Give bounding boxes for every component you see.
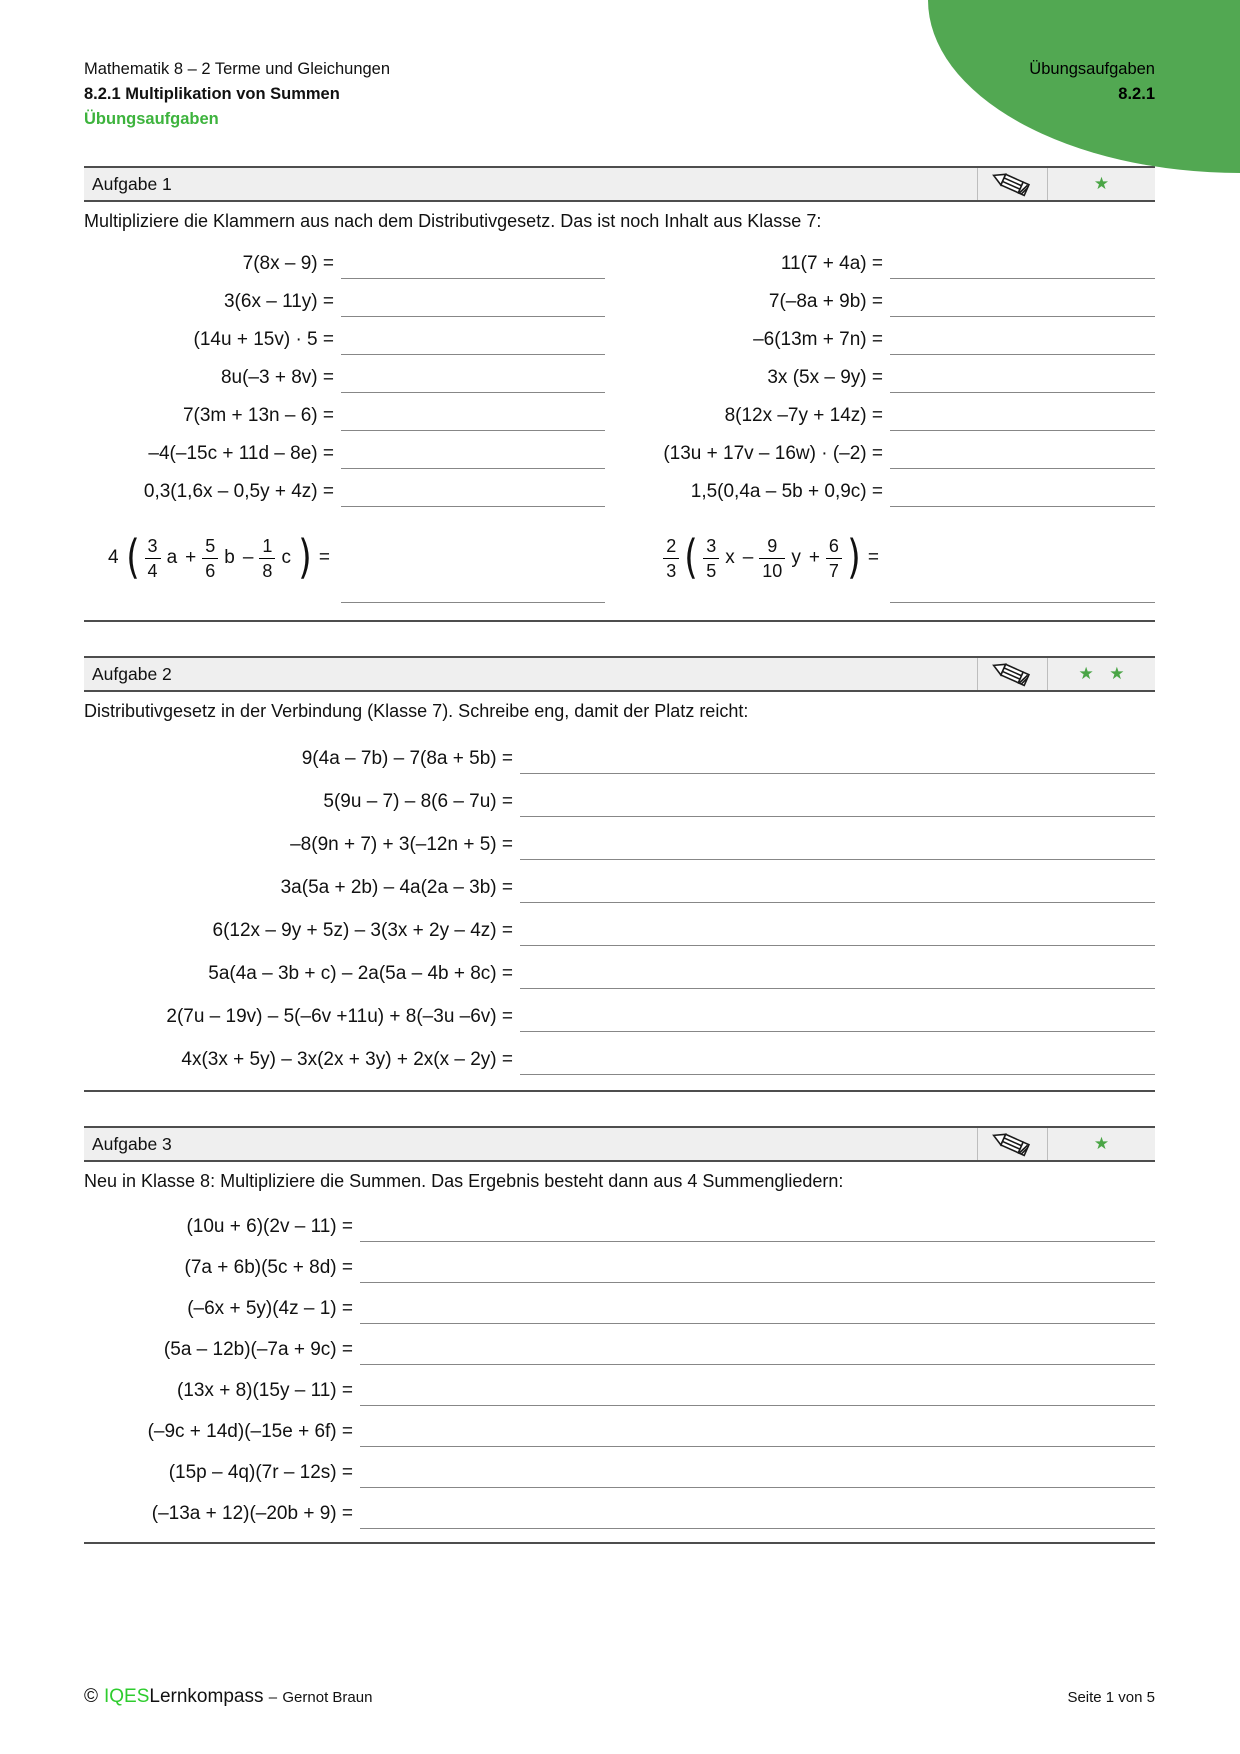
term: y — [791, 547, 801, 568]
fraction-denominator: 8 — [259, 558, 275, 580]
task-title: Aufgabe 2 — [92, 663, 172, 684]
equation-label: 0,3(1,6x – 0,5y + 4z) = — [143, 481, 334, 502]
fraction-numerator: 1 — [262, 535, 273, 556]
answer-cell — [513, 992, 1155, 1035]
equation-label: 7(3m + 13n – 6) = — [182, 405, 334, 426]
pencil-cell — [977, 168, 1047, 200]
term: + — [185, 547, 197, 568]
page-number: Seite 1 von 5 — [1067, 1689, 1155, 1706]
fraction — [663, 537, 679, 580]
equation-cell — [84, 510, 334, 606]
answer-cell — [883, 358, 1155, 396]
fraction-denominator: 7 — [826, 558, 842, 580]
equation-cell — [84, 320, 334, 358]
answer-line[interactable] — [520, 816, 1155, 817]
pencil-cell — [977, 1128, 1047, 1160]
footer-brand — [84, 1686, 372, 1708]
answer-cell — [353, 1204, 1155, 1245]
equation-label: (–6x + 5y)(4z – 1) = — [187, 1298, 353, 1319]
parenthesis: ( — [125, 530, 140, 585]
equation-label: 3(6x – 11y) = — [223, 291, 334, 312]
equation-cell — [84, 1368, 353, 1409]
equation-cell — [84, 734, 513, 777]
fraction — [703, 537, 719, 580]
equation-cell — [84, 282, 334, 320]
section-divider — [84, 1090, 1155, 1092]
answer-cell — [353, 1286, 1155, 1327]
equation-grid — [84, 734, 1155, 1078]
task-header-bar — [84, 1126, 1155, 1162]
answer-line[interactable] — [890, 506, 1155, 507]
footer-separator: – — [268, 1689, 278, 1706]
fraction — [826, 537, 842, 580]
term: + — [808, 547, 820, 568]
term: c — [281, 547, 291, 568]
header-line-type: Übungsaufgaben — [84, 110, 219, 128]
fraction — [202, 537, 218, 580]
task-title: Aufgabe 1 — [92, 173, 172, 194]
pencil-icon — [989, 657, 1037, 691]
term: x — [725, 547, 735, 568]
task-section-2 — [84, 656, 1155, 1092]
fraction-denominator: 10 — [759, 558, 785, 580]
term: – — [742, 547, 754, 568]
equation-label: 8u(–3 + 8v) = — [220, 367, 334, 388]
equation-label: (–9c + 14d)(–15e + 6f) = — [147, 1421, 353, 1442]
fraction-numerator: 3 — [147, 535, 158, 556]
footer-author: Gernot Braun — [282, 1689, 373, 1706]
answer-cell — [513, 777, 1155, 820]
equation-label: (5a – 12b)(–7a + 9c) = — [163, 1339, 353, 1360]
answer-line[interactable] — [890, 316, 1155, 317]
equation-cell — [605, 396, 883, 434]
star-rating: ★ ★ — [1078, 664, 1130, 684]
answer-line[interactable] — [341, 354, 605, 355]
equation-cell — [84, 1245, 353, 1286]
answer-cell — [353, 1491, 1155, 1532]
answer-line[interactable] — [341, 430, 605, 431]
equation-label: 2(7u – 19v) – 5(–6v +11u) + 8(–3u –6v) = — [166, 1006, 513, 1027]
pencil-cell — [977, 658, 1047, 690]
equation-label: (7a + 6b)(5c + 8d) = — [184, 1257, 353, 1278]
term: – — [242, 547, 254, 568]
answer-cell — [883, 244, 1155, 282]
answer-line[interactable] — [341, 316, 605, 317]
answer-cell — [883, 510, 1155, 606]
equation-cell — [84, 906, 513, 949]
equation-label: (14u + 15v) · 5 = — [193, 329, 334, 350]
answer-cell — [513, 906, 1155, 949]
equation-label — [661, 530, 883, 585]
answer-line[interactable] — [360, 1282, 1155, 1283]
parenthesis: ) — [847, 530, 861, 585]
badge-line-2: 8.2.1 — [1118, 85, 1155, 103]
equation-label — [104, 530, 334, 585]
equation-cell — [605, 358, 883, 396]
section-divider — [84, 1542, 1155, 1544]
equation-cell — [84, 949, 513, 992]
content — [84, 166, 1155, 1544]
brand-iqes: IQES — [104, 1686, 150, 1707]
answer-cell — [883, 282, 1155, 320]
equation-cell — [605, 244, 883, 282]
fraction — [759, 537, 785, 580]
equation-label: (13x + 8)(15y – 11) = — [176, 1380, 353, 1401]
answer-cell — [513, 1035, 1155, 1078]
answer-cell — [334, 320, 605, 358]
equation-cell — [84, 1409, 353, 1450]
answer-cell — [883, 396, 1155, 434]
answer-line[interactable] — [520, 1074, 1155, 1075]
answer-line[interactable] — [360, 1487, 1155, 1488]
answer-cell — [353, 1409, 1155, 1450]
equation-cell — [84, 396, 334, 434]
answer-cell — [353, 1450, 1155, 1491]
equation-label: 8(12x –7y + 14z) = — [724, 405, 883, 426]
term: 4 — [108, 547, 119, 568]
answer-line[interactable] — [520, 1031, 1155, 1032]
star-rating: ★ — [1093, 1134, 1115, 1154]
equation-grid — [84, 1204, 1155, 1532]
star-rating: ★ — [1093, 174, 1115, 194]
answer-cell — [334, 510, 605, 606]
equation-label: 3a(5a + 2b) – 4a(2a – 3b) = — [280, 877, 513, 898]
answer-cell — [353, 1368, 1155, 1409]
answer-cell — [334, 434, 605, 472]
equation-grid — [84, 244, 1155, 606]
term: = — [318, 547, 330, 568]
equation-cell — [84, 244, 334, 282]
answer-cell — [353, 1245, 1155, 1286]
equation-label: (10u + 6)(2v – 11) = — [186, 1216, 353, 1237]
fraction — [145, 537, 161, 580]
footer — [84, 1686, 1155, 1708]
task-section-1 — [84, 166, 1155, 622]
answer-line[interactable] — [520, 902, 1155, 903]
star-cell — [1047, 168, 1155, 200]
task-intro: Neu in Klasse 8: Multipliziere die Summen. Das Ergebnis besteht dann aus 4 Summengliedern: — [84, 1171, 844, 1191]
pencil-icon — [989, 1127, 1037, 1161]
brand-lernkompass: Lernkompass — [149, 1686, 264, 1707]
task-header-bar — [84, 166, 1155, 202]
copyright-icon: © — [84, 1686, 98, 1707]
task-intro: Multipliziere die Klammern aus nach dem Distributivgesetz. Das ist noch Inhalt aus Klasse 7: — [84, 211, 822, 231]
section-divider — [84, 620, 1155, 622]
fraction-denominator: 4 — [145, 558, 161, 580]
equation-cell — [605, 282, 883, 320]
equation-cell — [84, 1204, 353, 1245]
task-title: Aufgabe 3 — [92, 1133, 172, 1154]
fraction-numerator: 5 — [205, 535, 216, 556]
equation-label: 1,5(0,4a – 5b + 0,9c) = — [690, 481, 883, 502]
answer-line[interactable] — [341, 468, 605, 469]
answer-line[interactable] — [360, 1528, 1155, 1529]
answer-line[interactable] — [890, 602, 1155, 603]
answer-line[interactable] — [341, 506, 605, 507]
fraction-denominator: 5 — [703, 558, 719, 580]
equation-cell — [84, 1491, 353, 1532]
answer-cell — [353, 1327, 1155, 1368]
answer-cell — [334, 282, 605, 320]
answer-line[interactable] — [520, 773, 1155, 774]
header-line-chapter: 8.2.1 Multiplikation von Summen — [84, 85, 340, 103]
answer-line[interactable] — [341, 278, 605, 279]
term: b — [224, 547, 235, 568]
answer-cell — [883, 434, 1155, 472]
star-cell — [1047, 658, 1155, 690]
equation-label: –4(–15c + 11d – 8e) = — [148, 443, 334, 464]
answer-line[interactable] — [360, 1405, 1155, 1406]
term: a — [166, 547, 178, 568]
answer-cell — [883, 320, 1155, 358]
equation-label: 5(9u – 7) – 8(6 – 7u) = — [323, 791, 513, 812]
answer-line[interactable] — [360, 1364, 1155, 1365]
equation-cell — [84, 992, 513, 1035]
answer-cell — [513, 949, 1155, 992]
equation-cell — [84, 777, 513, 820]
answer-line[interactable] — [341, 602, 605, 603]
equation-label: –8(9n + 7) + 3(–12n + 5) = — [290, 834, 513, 855]
task-intro: Distributivgesetz in der Verbindung (Klasse 7). Schreibe eng, damit der Platz reicht: — [84, 701, 749, 721]
task-header-bar — [84, 656, 1155, 692]
task-section-3 — [84, 1126, 1155, 1544]
answer-line[interactable] — [890, 354, 1155, 355]
equation-cell — [84, 358, 334, 396]
equation-label: 3x (5x – 9y) = — [767, 367, 883, 388]
answer-line[interactable] — [520, 945, 1155, 946]
equation-label: (13u + 17v – 16w) · (–2) = — [663, 443, 883, 464]
answer-line[interactable] — [360, 1446, 1155, 1447]
equation-label: 7(8x – 9) = — [242, 253, 334, 274]
equation-label: 7(–8a + 9b) = — [768, 291, 883, 312]
equation-label: (15p – 4q)(7r – 12s) = — [168, 1462, 353, 1483]
answer-line[interactable] — [890, 468, 1155, 469]
equation-cell — [84, 863, 513, 906]
equation-cell — [605, 510, 883, 606]
answer-cell — [334, 244, 605, 282]
equation-cell — [605, 320, 883, 358]
answer-line[interactable] — [520, 859, 1155, 860]
answer-cell — [334, 472, 605, 510]
answer-cell — [513, 863, 1155, 906]
badge-line-1: Übungsaufgaben — [1029, 60, 1155, 78]
fraction-numerator: 3 — [706, 535, 717, 556]
answer-line[interactable] — [360, 1241, 1155, 1242]
answer-line[interactable] — [890, 278, 1155, 279]
term: = — [867, 547, 879, 568]
equation-cell — [84, 434, 334, 472]
equation-cell — [84, 1035, 513, 1078]
fraction-denominator: 3 — [663, 558, 679, 580]
answer-line[interactable] — [520, 988, 1155, 989]
answer-cell — [883, 472, 1155, 510]
answer-line[interactable] — [360, 1323, 1155, 1324]
equation-label: 5a(4a – 3b + c) – 2a(5a – 4b + 8c) = — [208, 963, 513, 984]
equation-cell — [84, 820, 513, 863]
fraction-denominator: 6 — [202, 558, 218, 580]
fraction-numerator: 9 — [767, 535, 778, 556]
equation-label: 9(4a – 7b) – 7(8a + 5b) = — [301, 748, 513, 769]
star-cell — [1047, 1128, 1155, 1160]
fraction — [259, 537, 275, 580]
answer-line[interactable] — [890, 430, 1155, 431]
equation-label: (–13a + 12)(–20b + 9) = — [151, 1503, 353, 1524]
answer-cell — [513, 734, 1155, 777]
answer-line[interactable] — [341, 392, 605, 393]
equation-cell — [84, 1450, 353, 1491]
pencil-icon — [989, 167, 1037, 201]
equation-label: 6(12x – 9y + 5z) – 3(3x + 2y – 4z) = — [212, 920, 513, 941]
answer-cell — [334, 396, 605, 434]
equation-label: –6(13m + 7n) = — [753, 329, 883, 350]
answer-cell — [513, 820, 1155, 863]
equation-label: 4x(3x + 5y) – 3x(2x + 3y) + 2x(x – 2y) = — [181, 1049, 513, 1070]
answer-line[interactable] — [890, 392, 1155, 393]
equation-label: 11(7 + 4a) = — [780, 253, 883, 274]
fraction-numerator: 6 — [828, 535, 839, 556]
parenthesis: ) — [298, 530, 312, 585]
equation-cell — [605, 434, 883, 472]
corner-badge — [1029, 57, 1155, 107]
equation-cell — [84, 472, 334, 510]
fraction-numerator: 2 — [666, 535, 677, 556]
equation-cell — [84, 1286, 353, 1327]
equation-cell — [84, 1327, 353, 1368]
header-line-course: Mathematik 8 – 2 Terme und Gleichungen — [84, 60, 391, 78]
answer-cell — [334, 358, 605, 396]
equation-cell — [605, 472, 883, 510]
parenthesis: ( — [684, 530, 698, 585]
